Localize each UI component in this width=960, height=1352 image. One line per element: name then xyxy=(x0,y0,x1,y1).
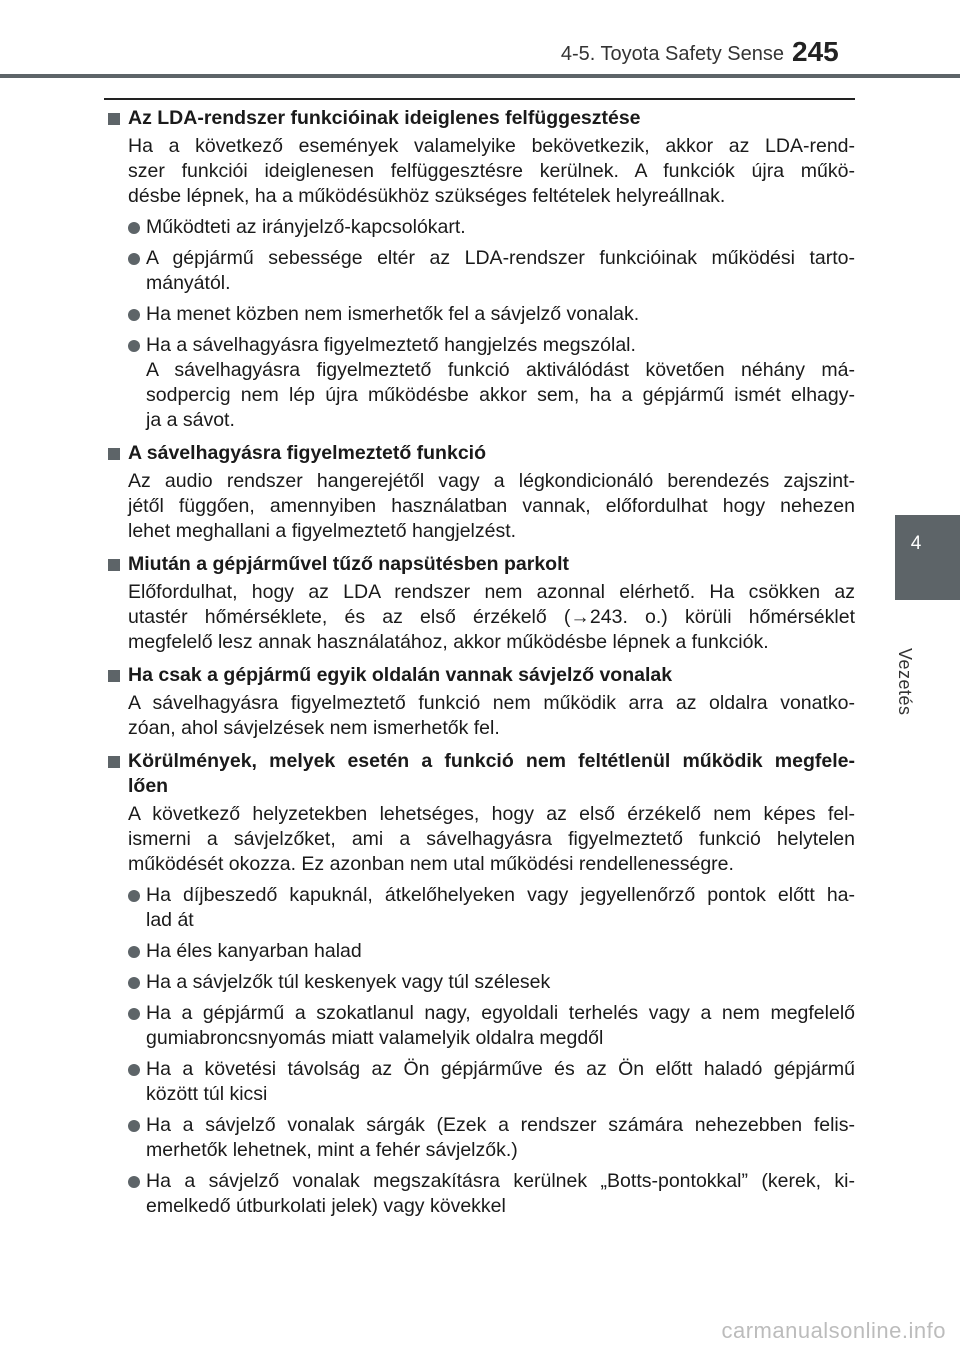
round-bullet-icon xyxy=(128,340,140,352)
list-item: Ha a sávjelzők túl keskenyek vagy túl szélesek xyxy=(104,970,855,995)
section-heading: A sávelhagyásra figyelmeztető funkció xyxy=(104,441,855,466)
chapter-tab-number: 4 xyxy=(910,533,922,554)
list-item: Ha a sávjelző vonalak megszakításra kerülnek „Botts-pontokkal” (kerek, ki- emelkedő útburkolati jelek) vagy kövekkel xyxy=(104,1169,855,1219)
round-bullet-icon xyxy=(128,253,140,265)
list-item: Működteti az irányjelző-kapcsolókart. xyxy=(104,215,855,240)
list-item: Ha menet közben nem ismerhetők fel a sávjelző vonalak. xyxy=(104,302,855,327)
chapter-tab xyxy=(895,515,960,600)
list-item: Ha díjbeszedő kapuknál, átkelőhelyeken vagy jegyellenőrző pontok előtt ha- lad át xyxy=(104,883,855,933)
list-item: Ha a követési távolság az Ön gépjárműve és az Ön előtt haladó gépjármű között túl kicsi xyxy=(104,1057,855,1107)
list-item: Ha éles kanyarban halad xyxy=(104,939,855,964)
section-paragraph: Az audio rendszer hangerejétől vagy a légkondicionáló berendezés zajszint- jétől függően, amennyiben használatban vannak, előfordulhat hogy nehezen lehet meghallani a figyelmeztető hangjelzést. xyxy=(128,470,855,542)
round-bullet-icon xyxy=(128,1120,140,1132)
round-bullet-icon xyxy=(128,309,140,321)
chapter-tab-label: Vezetés xyxy=(895,648,915,716)
square-bullet-icon xyxy=(108,448,120,460)
round-bullet-icon xyxy=(128,1176,140,1188)
section-heading: Körülmények, melyek esetén a funkció nem feltétlenül működik megfele- lően xyxy=(104,749,855,799)
list-item: Ha a sávjelző vonalak sárgák (Ezek a rendszer számára nehezebben felis- merhetők lehetnek, mint a fehér sávjelzők.) xyxy=(104,1113,855,1163)
round-bullet-icon xyxy=(128,1008,140,1020)
section-heading: Az LDA-rendszer funkcióinak ideiglenes felfüggesztése xyxy=(104,106,855,131)
section-paragraph: A következő helyzetekben lehetséges, hogy az első érzékelő nem képes fel- ismerni a sávjelzőket, ami a sávelhagyásra figyelmeztető funkció helytelen működését okozza. Ez azonban nem utal működési rendellenességre. xyxy=(128,803,855,875)
page-number: 245 xyxy=(792,36,839,67)
section-heading: Ha csak a gépjármű egyik oldalán vannak sávjelző vonalak xyxy=(104,663,855,688)
content-top-rule xyxy=(104,98,855,100)
round-bullet-icon xyxy=(128,946,140,958)
section-heading: Miután a gépjárművel tűző napsütésben parkolt xyxy=(104,552,855,577)
section-paragraph: Ha a következő események valamelyike bekövetkezik, akkor az LDA-rend- szer funkciói ideiglenesen felfüggesztésre kerülnek. A funkciók újra műkö- désbe lépnek, ha a működésükhöz szükséges feltételek helyreállnak. xyxy=(128,135,855,207)
section-paragraph: A sávelhagyásra figyelmeztető funkció nem működik arra az oldalra vonatko- zóan, ahol sávjelzések nem ismerhetők fel. xyxy=(128,692,855,739)
square-bullet-icon xyxy=(108,756,120,768)
list-item: Ha a sávelhagyásra figyelmeztető hangjelzés megszólal. A sávelhagyásra figyelmeztető funkció aktiválódást követően néhány má- sodpercig nem lép újra működésbe akkor sem, ha a gépjármű ismét elhagy- ja a sávot. xyxy=(104,333,855,433)
page-content xyxy=(104,106,855,1219)
watermark-text: carmanualsonline.info xyxy=(721,1318,946,1343)
list-item: Ha a gépjármű a szokatlanul nagy, egyoldali terhelés vagy a nem megfelelő gumiabroncsnyomás miatt valamelyik oldalra megdől xyxy=(104,1001,855,1051)
round-bullet-icon xyxy=(128,1064,140,1076)
round-bullet-icon xyxy=(128,222,140,234)
header-rule xyxy=(0,74,960,78)
round-bullet-icon xyxy=(128,890,140,902)
list-item: A gépjármű sebessége eltér az LDA-rendszer funkcióinak működési tarto- mányától. xyxy=(104,246,855,296)
square-bullet-icon xyxy=(108,670,120,682)
running-header-section: 4-5. Toyota Safety Sense xyxy=(560,43,784,65)
round-bullet-icon xyxy=(128,977,140,989)
square-bullet-icon xyxy=(108,113,120,125)
section-paragraph: Előfordulhat, hogy az LDA rendszer nem azonnal elérhető. Ha csökken az utastér hőmérséklete, és az első érzékelő (→243. o.) körüli hőmérséklet megfelelő lesz annak használatához, akkor működésbe lépnek a funkciók. xyxy=(128,581,855,653)
square-bullet-icon xyxy=(108,559,120,571)
